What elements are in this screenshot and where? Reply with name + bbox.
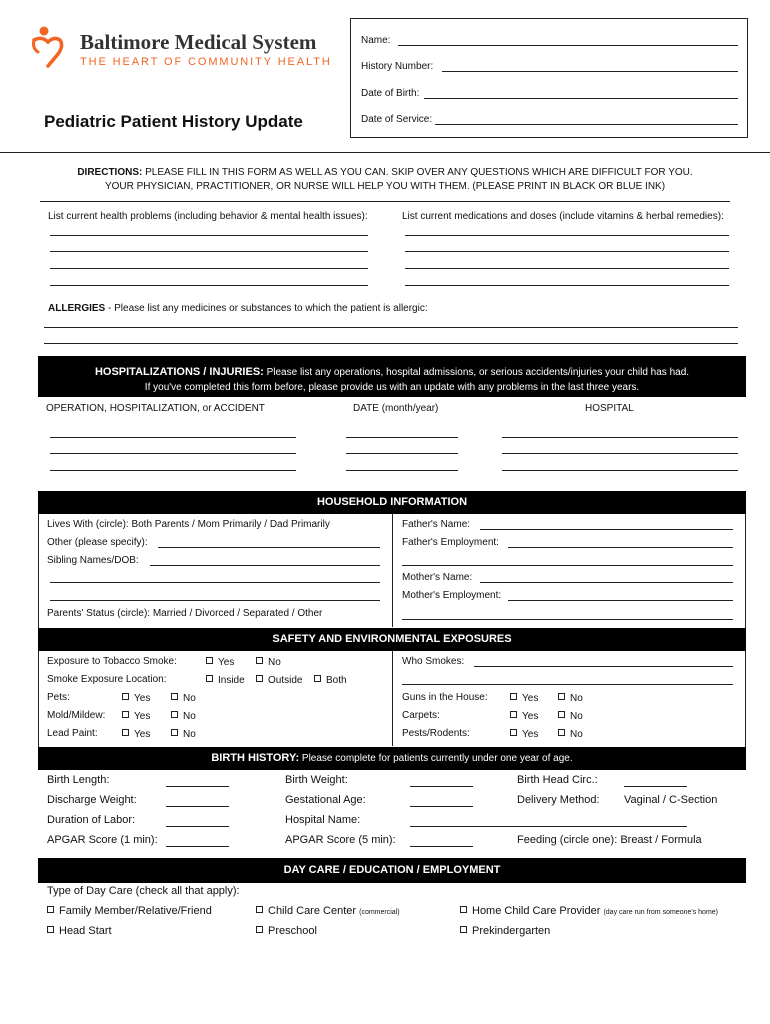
discharge-weight-label: Discharge Weight:	[47, 794, 137, 806]
who-smokes-label: Who Smokes:	[402, 656, 465, 667]
mother-name-label: Mother's Name:	[402, 572, 473, 583]
pests-label: Pests/Rodents:	[402, 728, 470, 739]
father-name-field[interactable]	[480, 529, 733, 530]
apgar1-field[interactable]	[166, 846, 229, 847]
hospital-line-2[interactable]	[502, 453, 738, 454]
option-label: No	[570, 729, 583, 740]
siblings-field-3[interactable]	[50, 600, 380, 601]
apgar5-field[interactable]	[410, 846, 473, 847]
safety-divider	[392, 651, 393, 746]
option-label: Both	[326, 675, 347, 686]
mother-employment-field[interactable]	[508, 600, 733, 601]
father-employment-field-2[interactable]	[402, 565, 733, 566]
option-label: Child Care Center	[268, 905, 357, 917]
feeding-label[interactable]: Feeding (circle one): Breast / Formula	[517, 834, 702, 846]
option-label: No	[183, 693, 196, 704]
mother-name-field[interactable]	[480, 582, 733, 583]
checkbox-icon[interactable]	[171, 711, 178, 718]
carpets-label: Carpets:	[402, 710, 440, 721]
allergies-prompt	[48, 304, 428, 314]
medications-line-3[interactable]	[405, 268, 729, 269]
name-label: Name:	[361, 35, 391, 46]
medications-line-1[interactable]	[405, 235, 729, 236]
option-note: (commercial)	[359, 909, 400, 916]
operation-line-1[interactable]	[50, 437, 296, 438]
mold-yes-option[interactable]	[122, 711, 150, 722]
smoke-both-option[interactable]	[314, 675, 347, 686]
option-label: No	[268, 657, 281, 668]
birth-length-label: Birth Length:	[47, 774, 110, 786]
option-note: (day care run from someone's home)	[603, 909, 719, 916]
safety-header: SAFETY AND ENVIRONMENTAL EXPOSURES	[38, 628, 746, 651]
guns-label: Guns in the House:	[402, 692, 488, 703]
father-employment-label: Father's Employment:	[402, 537, 499, 548]
checkbox-icon[interactable]	[460, 926, 467, 933]
dob-field[interactable]	[424, 98, 738, 99]
checkbox-icon[interactable]	[558, 729, 565, 736]
hospital-line-3[interactable]	[502, 470, 738, 471]
hospitalizations-heading: HOSPITALIZATIONS / INJURIES:	[94, 366, 264, 378]
tobacco-no-option[interactable]	[256, 657, 281, 668]
operation-line-3[interactable]	[50, 470, 296, 471]
option-label: Yes	[134, 711, 151, 722]
checkbox-icon[interactable]	[558, 711, 565, 718]
date-of-service-label: Date of Service:	[361, 114, 433, 125]
directions-line1: PLEASE FILL IN THIS FORM AS WELL AS YOU CAN. SKIP OVER ANY QUESTIONS WHICH ARE DIFFICULT FOR YOU.	[145, 167, 693, 178]
option-label: Home Child Care Provider	[472, 905, 601, 917]
hospital-line-1[interactable]	[502, 437, 738, 438]
preschool-option[interactable]	[256, 926, 317, 937]
home-child-care-option[interactable]	[460, 906, 718, 917]
mother-employment-field-2[interactable]	[402, 619, 733, 620]
daycare-type-label: Type of Day Care (check all that apply):	[47, 885, 240, 897]
who-smokes-field[interactable]	[474, 666, 733, 667]
birth-weight-label: Birth Weight:	[285, 774, 348, 786]
medications-label: List current medications and doses (include vitamins & herbal remedies):	[402, 211, 724, 222]
pests-no-option[interactable]	[558, 729, 583, 740]
mother-employment-label: Mother's Employment:	[402, 590, 502, 601]
carpets-no-option[interactable]	[558, 711, 583, 722]
pets-no-option[interactable]	[171, 693, 196, 704]
mold-no-option[interactable]	[171, 711, 196, 722]
allergies-line-2[interactable]	[44, 343, 738, 344]
org-name: Baltimore Medical System	[80, 30, 317, 54]
pets-label: Pets:	[47, 692, 70, 703]
lead-yes-option[interactable]	[122, 729, 150, 740]
history-number-label: History Number:	[361, 61, 434, 72]
guns-no-option[interactable]	[558, 693, 583, 704]
smoke-inside-option[interactable]	[206, 675, 245, 686]
date-line-2[interactable]	[346, 453, 458, 454]
option-label: Prekindergarten	[472, 925, 551, 937]
lives-with-label: Lives With (circle): Both Parents / Mom Primarily / Dad Primarily	[47, 519, 330, 530]
checkbox-icon[interactable]	[314, 675, 321, 682]
gestational-age-field[interactable]	[410, 806, 473, 807]
header-divider	[0, 152, 770, 153]
parents-status-label: Parents' Status (circle): Married / Divorced / Separated / Other	[47, 608, 323, 619]
birth-history-heading: BIRTH HISTORY:	[211, 752, 300, 764]
discharge-weight-field[interactable]	[166, 806, 229, 807]
name-field[interactable]	[398, 45, 738, 46]
mold-label: Mold/Mildew:	[47, 710, 106, 721]
checkbox-icon[interactable]	[510, 711, 517, 718]
other-field[interactable]	[158, 547, 380, 548]
health-problems-line-2[interactable]	[50, 251, 368, 252]
siblings-label: Sibling Names/DOB:	[47, 555, 139, 566]
hospital-name-field[interactable]	[410, 826, 687, 827]
heart-logo-icon	[28, 24, 78, 74]
form-title: Pediatric Patient History Update	[44, 112, 303, 131]
daycare-header: DAY CARE / EDUCATION / EMPLOYMENT	[38, 858, 746, 883]
lead-label: Lead Paint:	[47, 728, 98, 739]
checkbox-icon[interactable]	[122, 711, 129, 718]
birth-history-heading-text: Please complete for patients currently under one year of age.	[299, 753, 573, 764]
father-name-label: Father's Name:	[402, 519, 471, 530]
head-circ-label: Birth Head Circ.:	[517, 774, 598, 786]
checkbox-icon[interactable]	[47, 926, 54, 933]
checkbox-icon[interactable]	[460, 906, 467, 913]
gestational-age-label: Gestational Age:	[285, 794, 366, 806]
option-label: Inside	[218, 675, 245, 686]
allergies-label: ALLERGIES	[48, 303, 106, 314]
directions-label: DIRECTIONS:	[77, 167, 143, 178]
medications-line-2[interactable]	[405, 251, 729, 252]
checkbox-icon[interactable]	[206, 675, 213, 682]
birth-history-header	[38, 747, 746, 770]
pets-yes-option[interactable]	[122, 693, 150, 704]
option-label: Yes	[218, 657, 235, 668]
org-tagline: THE HEART OF COMMUNITY HEALTH	[80, 56, 332, 68]
carpets-yes-option[interactable]	[510, 711, 538, 722]
bms-logo	[28, 24, 78, 74]
option-label: Yes	[134, 693, 151, 704]
option-label: Preschool	[268, 925, 317, 937]
apgar1-label: APGAR Score (1 min):	[47, 834, 158, 846]
option-label: Yes	[522, 729, 539, 740]
dob-label: Date of Birth:	[361, 88, 420, 99]
tobacco-yes-option[interactable]	[206, 657, 234, 668]
option-label: Yes	[522, 711, 539, 722]
head-circ-field[interactable]	[624, 786, 687, 787]
health-problems-line-4[interactable]	[50, 285, 368, 286]
date-of-service-field[interactable]	[435, 124, 738, 125]
option-label: Outside	[268, 675, 303, 686]
checkbox-icon[interactable]	[256, 926, 263, 933]
health-problems-label: List current health problems (including behavior & mental health issues):	[48, 211, 368, 222]
pests-yes-option[interactable]	[510, 729, 538, 740]
option-label: No	[570, 711, 583, 722]
directions-divider	[40, 201, 730, 202]
checkbox-icon[interactable]	[256, 906, 263, 913]
father-employment-field[interactable]	[508, 547, 733, 548]
smoke-outside-option[interactable]	[256, 675, 302, 686]
hospital-name-label: Hospital Name:	[285, 814, 361, 826]
checkbox-icon[interactable]	[47, 906, 54, 913]
who-smokes-field-2[interactable]	[402, 684, 733, 685]
checkbox-icon[interactable]	[122, 693, 129, 700]
checkbox-icon[interactable]	[510, 729, 517, 736]
birth-length-field[interactable]	[166, 786, 229, 787]
operation-line-2[interactable]	[50, 453, 296, 454]
checkbox-icon[interactable]	[171, 729, 178, 736]
head-start-option[interactable]	[47, 926, 112, 937]
directions-line2: YOUR PHYSICIAN, PRACTITIONER, OR NURSE WILL HELP YOU WITH THEM. (PLEASE PRINT IN BLACK OR BLUE INK)	[104, 181, 666, 192]
option-label: No	[183, 729, 196, 740]
date-line-3[interactable]	[346, 470, 458, 471]
checkbox-icon[interactable]	[558, 693, 565, 700]
directions	[0, 166, 770, 194]
option-label: No	[570, 693, 583, 704]
delivery-method-options[interactable]: Vaginal / C-Section	[624, 794, 718, 806]
hospitalizations-heading-text: Please list any operations, hospital admissions, or serious accidents/injuries your child has had.	[263, 367, 690, 378]
tobacco-label: Exposure to Tobacco Smoke:	[47, 656, 177, 667]
other-label: Other (please specify):	[47, 537, 148, 548]
siblings-field-1[interactable]	[150, 565, 380, 566]
apgar5-label: APGAR Score (5 min):	[285, 834, 396, 846]
hospitalizations-header	[38, 356, 746, 397]
option-label: No	[183, 711, 196, 722]
col-date: DATE (month/year)	[353, 403, 439, 414]
health-problems-line-3[interactable]	[50, 268, 368, 269]
option-label: Yes	[134, 729, 151, 740]
history-number-field[interactable]	[442, 71, 738, 72]
birth-weight-field[interactable]	[410, 786, 473, 787]
checkbox-icon[interactable]	[256, 675, 263, 682]
col-operation: OPERATION, HOSPITALIZATION, or ACCIDENT	[46, 403, 265, 414]
option-label: Yes	[522, 693, 539, 704]
checkbox-icon[interactable]	[510, 693, 517, 700]
household-header: HOUSEHOLD INFORMATION	[38, 491, 746, 514]
household-divider	[392, 514, 393, 627]
lead-no-option[interactable]	[171, 729, 196, 740]
prekindergarten-option[interactable]	[460, 926, 550, 937]
child-care-center-option[interactable]	[256, 906, 400, 917]
hospitalizations-subtext: If you've completed this form before, please provide us with an update with any problems in the last three years.	[144, 382, 640, 393]
labor-duration-label: Duration of Labor:	[47, 814, 136, 826]
delivery-method-label: Delivery Method:	[517, 794, 600, 806]
medications-line-4[interactable]	[405, 285, 729, 286]
date-line-1[interactable]	[346, 437, 458, 438]
checkbox-icon[interactable]	[256, 657, 263, 664]
allergies-line-1[interactable]	[44, 327, 738, 328]
option-label: Family Member/Relative/Friend	[59, 905, 212, 917]
smoke-location-label: Smoke Exposure Location:	[47, 674, 167, 685]
health-problems-line-1[interactable]	[50, 235, 368, 236]
guns-yes-option[interactable]	[510, 693, 538, 704]
col-hospital: HOSPITAL	[585, 403, 634, 414]
allergies-text: - Please list any medicines or substances to which the patient is allergic:	[105, 303, 428, 314]
checkbox-icon[interactable]	[171, 693, 178, 700]
option-label: Head Start	[59, 925, 112, 937]
family-option[interactable]	[47, 906, 212, 917]
siblings-field-2[interactable]	[50, 582, 380, 583]
checkbox-icon[interactable]	[122, 729, 129, 736]
checkbox-icon[interactable]	[206, 657, 213, 664]
labor-duration-field[interactable]	[166, 826, 229, 827]
